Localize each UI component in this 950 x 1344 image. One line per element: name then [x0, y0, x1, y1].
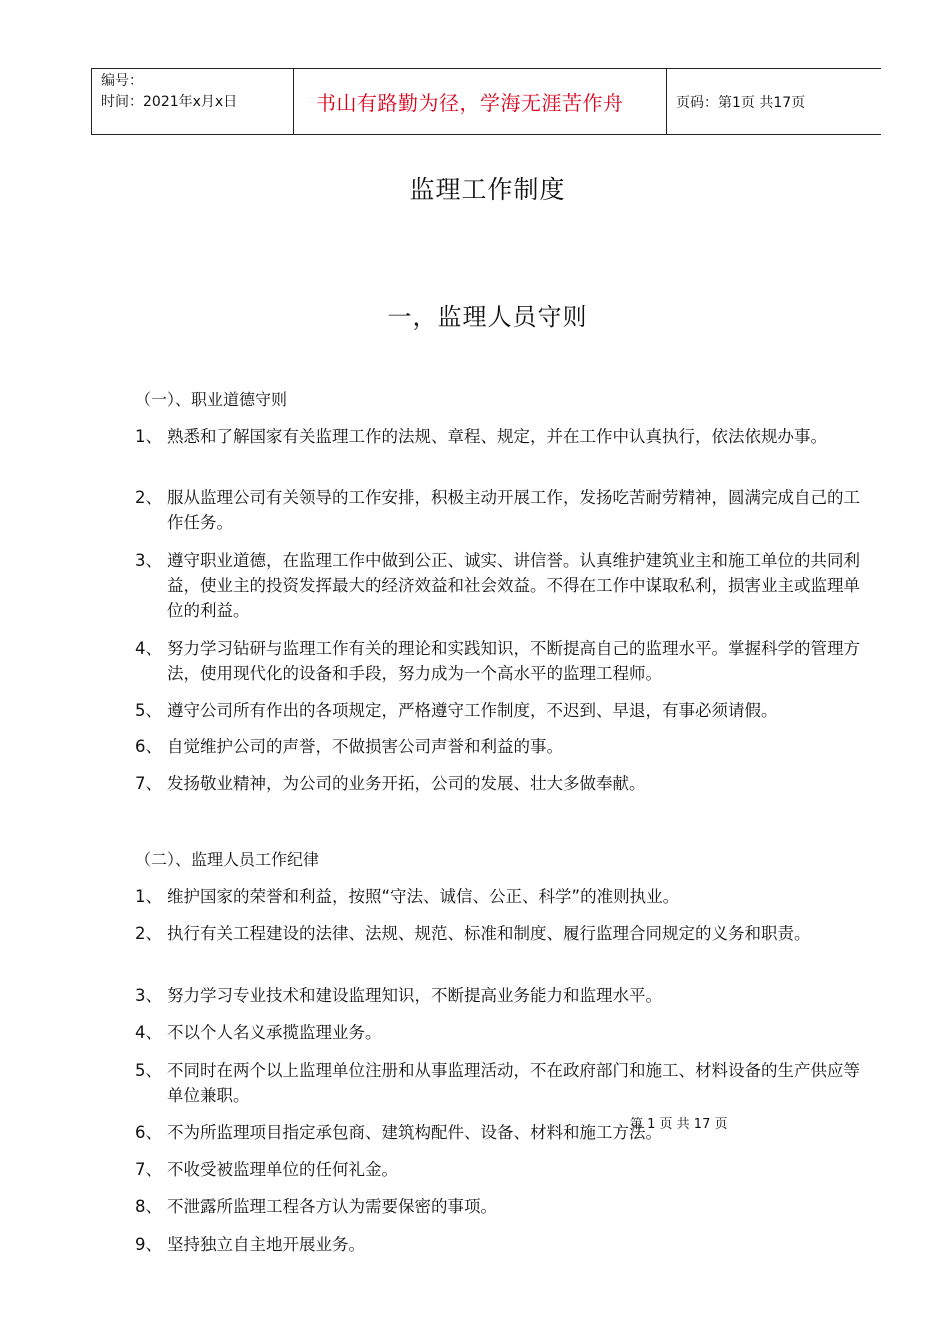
- list-item: [135, 1194, 875, 1219]
- item-number: 4、: [135, 639, 162, 658]
- item-number: 2、: [135, 488, 162, 507]
- item-number: 1、: [135, 887, 162, 906]
- item-number: 4、: [135, 1023, 162, 1042]
- item-number: 2、: [135, 924, 162, 943]
- part2-heading: （二）、监理人员工作纪律: [135, 850, 320, 869]
- item-number: 3、: [135, 986, 162, 1005]
- list-item: [135, 548, 875, 623]
- item-text: 坚持独立自主地开展业务。: [167, 1235, 365, 1254]
- list-item: [135, 424, 875, 449]
- item-number: 6、: [135, 1123, 162, 1142]
- header-motto-cell: [294, 69, 667, 134]
- list-item: [135, 734, 875, 759]
- item-text: 熟悉和了解国家有关监理工作的法规、章程、规定，并在工作中认真执行，依法依规办事。: [167, 427, 827, 446]
- item-text: 遵守职业道德，在监理工作中做到公正、诚实、讲信誉。认真维护建筑业主和施工单位的共同利益，使业主的投资发挥最大的经济效益和社会效益。不得在工作中谋取私利，损害业主或监理单位的利益。: [167, 551, 860, 620]
- item-number: 8、: [135, 1197, 162, 1216]
- header-meta-cell: [92, 69, 294, 134]
- list-item: [135, 921, 875, 946]
- item-number: 1、: [135, 427, 162, 446]
- page-footer: 第 1 页 共 17 页: [630, 1117, 728, 1132]
- list-item: [135, 1058, 875, 1108]
- item-number: 5、: [135, 701, 162, 720]
- list-item: [135, 1232, 875, 1257]
- list-item: [135, 485, 875, 535]
- list-item: [135, 1120, 875, 1145]
- item-text: 不以个人名义承揽监理业务。: [167, 1023, 382, 1042]
- item-number: 7、: [135, 1160, 162, 1179]
- list-item: [135, 636, 875, 686]
- time-label: 时间：2021年x月x日: [101, 94, 238, 110]
- item-text: 不收受被监理单位的任何礼金。: [167, 1160, 398, 1179]
- item-number: 5、: [135, 1061, 162, 1080]
- motto-text: 书山有路勤为径，学海无涯苦作舟: [316, 91, 624, 115]
- item-text: 努力学习专业技术和建设监理知识，不断提高业务能力和监理水平。: [167, 986, 662, 1005]
- page-info: 页码：第1页 共17页: [676, 94, 806, 111]
- item-number: 3、: [135, 551, 162, 570]
- number-label: 编号：: [101, 73, 143, 89]
- item-text: 不为所监理项目指定承包商、建筑构配件、设备、材料和施工方法。: [167, 1123, 662, 1142]
- item-text: 执行有关工程建设的法律、法规、规范、标准和制度、履行监理合同规定的义务和职责。: [167, 924, 811, 943]
- item-text: 遵守公司所有作出的各项规定，严格遵守工作制度，不迟到、早退，有事必须请假。: [167, 701, 778, 720]
- item-number: 9、: [135, 1235, 162, 1254]
- item-text: 不同时在两个以上监理单位注册和从事监理活动，不在政府部门和施工、材料设备的生产供应等单位兼职。: [167, 1061, 860, 1105]
- list-item: [135, 698, 875, 723]
- item-number: 7、: [135, 774, 162, 793]
- list-item: [135, 771, 875, 796]
- item-text: 发扬敬业精神，为公司的业务开拓，公司的发展、壮大多做奉献。: [167, 774, 646, 793]
- item-text: 努力学习钻研与监理工作有关的理论和实践知识，不断提高自己的监理水平。掌握科学的管理方法，使用现代化的设备和手段，努力成为一个高水平的监理工程师。: [167, 639, 860, 683]
- header-table: [91, 68, 881, 135]
- header-page-cell: [667, 69, 881, 134]
- list-item: [135, 1157, 875, 1182]
- list-item: [135, 983, 875, 1008]
- item-text: 自觉维护公司的声誉，不做损害公司声誉和利益的事。: [167, 737, 563, 756]
- item-number: 6、: [135, 737, 162, 756]
- list-item: [135, 1020, 875, 1045]
- item-text: 维护国家的荣誉和利益，按照“守法、诚信、公正、科学”的准则执业。: [167, 887, 680, 906]
- item-text: 不泄露所监理工程各方认为需要保密的事项。: [167, 1197, 497, 1216]
- list-item: [135, 884, 875, 909]
- item-text: 服从监理公司有关领导的工作安排，积极主动开展工作，发扬吃苦耐劳精神，圆满完成自己的工作任务。: [167, 488, 860, 532]
- document-title: 监理工作制度: [409, 175, 566, 204]
- section-title: 一，监理人员守则: [387, 303, 588, 331]
- part1-heading: （一）、职业道德守则: [135, 390, 288, 409]
